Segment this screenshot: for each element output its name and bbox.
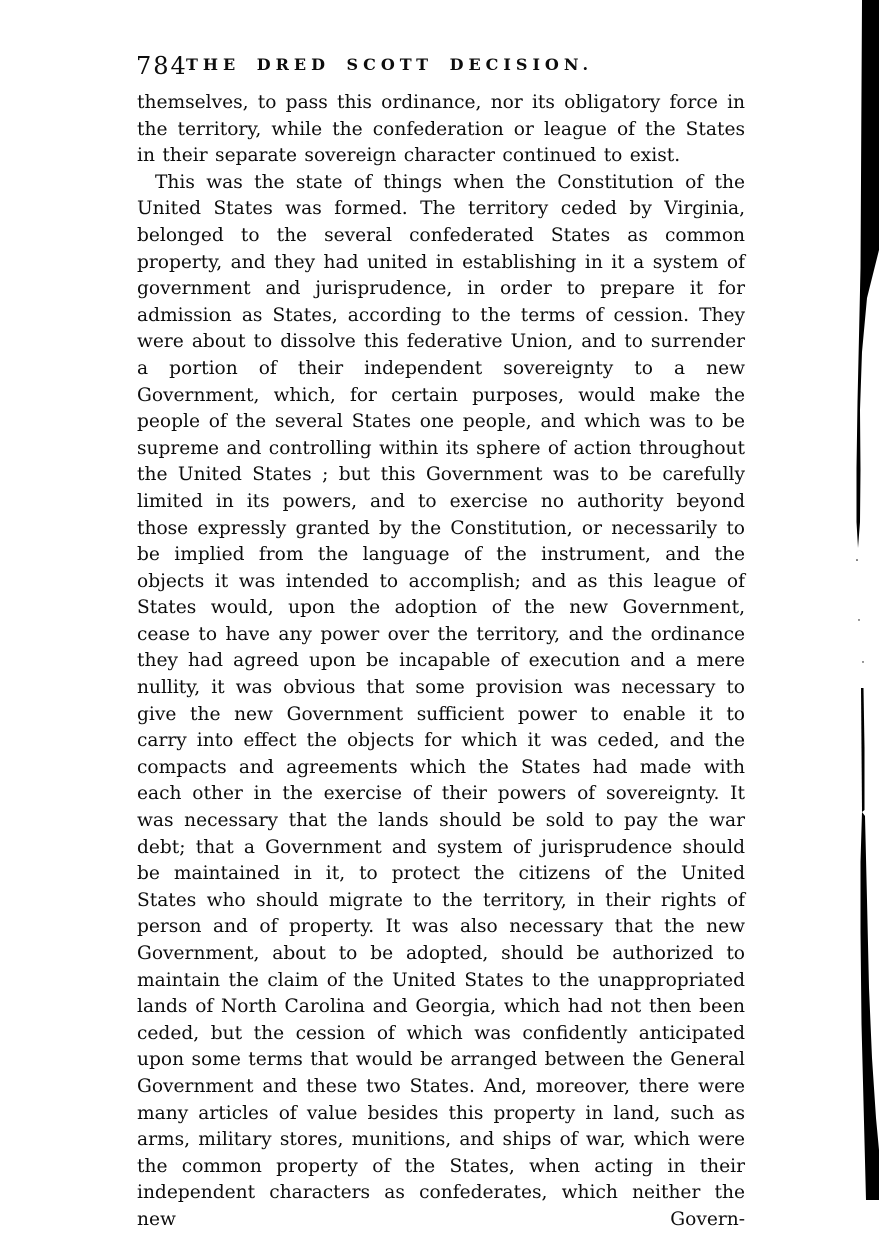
paragraph-continuation: themselves, to pass this ordinance, nor its obligatory force in the territory, while the confederation or league of the States in their separate sovereign character continued to exist. xyxy=(137,92,745,167)
paragraph: This was the state of things when the Constitution of the United States was formed. The territory ceded by Virginia, belonged to the several confederated States as common property, and they had united in establishing in it a system of government and jurisprudence, in order to prepare it for admission as States, according to the terms of cession. They were about to dissolve this federative Union, and to surrender a portion of their independent sovereignty to a new Government, which, for certain purposes, would make the people of the several States one people, and which was to be supreme and controlling within its sphere of action throughout the United States ; but this Government was to be carefully limited in its powers, and to exercise no authority beyond those expressly granted by the Constitution, or necessarily to be implied from the language of the instrument, and the objects it was intended to accomplish; and as this league of States would, upon the adoption of the new Government, cease to have any power over the territory, and the ordinance they had agreed upon be incapable of execution and a mere nullity, it was obvious that some provision was necessary to give the new Government sufficient power to enable it to carry into effect the objects for which it was ceded, and the compacts and agreements which the States had made with each other in the exercise of their powers of sovereignty. It was necessary that the lands should be sold to pay the war debt; that a Government and system of jurisprudence should be maintained in it, to protect the citizens of the United States who should migrate to the territory, in their rights of person and of property. It was also necessary that the new Government, about to be adopted, should be authorized to maintain the claim of the United States to the unappropriated lands of North Carolina and Georgia, which had not then been ceded, but the cession of which was confidently anticipated upon some terms that would be arranged between the General Government and these two States. And, moreover, there were many articles of value besides this property in land, such as arms, military stores, munitions, and ships of war, which were the common property of the States, when acting in their independent characters as confederates, which neither the new Govern- xyxy=(137,171,745,1230)
running-title: THE DRED SCOTT DECISION. xyxy=(185,55,594,74)
page-header xyxy=(0,50,879,84)
scan-edge-artifact xyxy=(851,0,879,1200)
page-text xyxy=(137,90,745,1234)
page-number: 784 xyxy=(136,52,188,80)
